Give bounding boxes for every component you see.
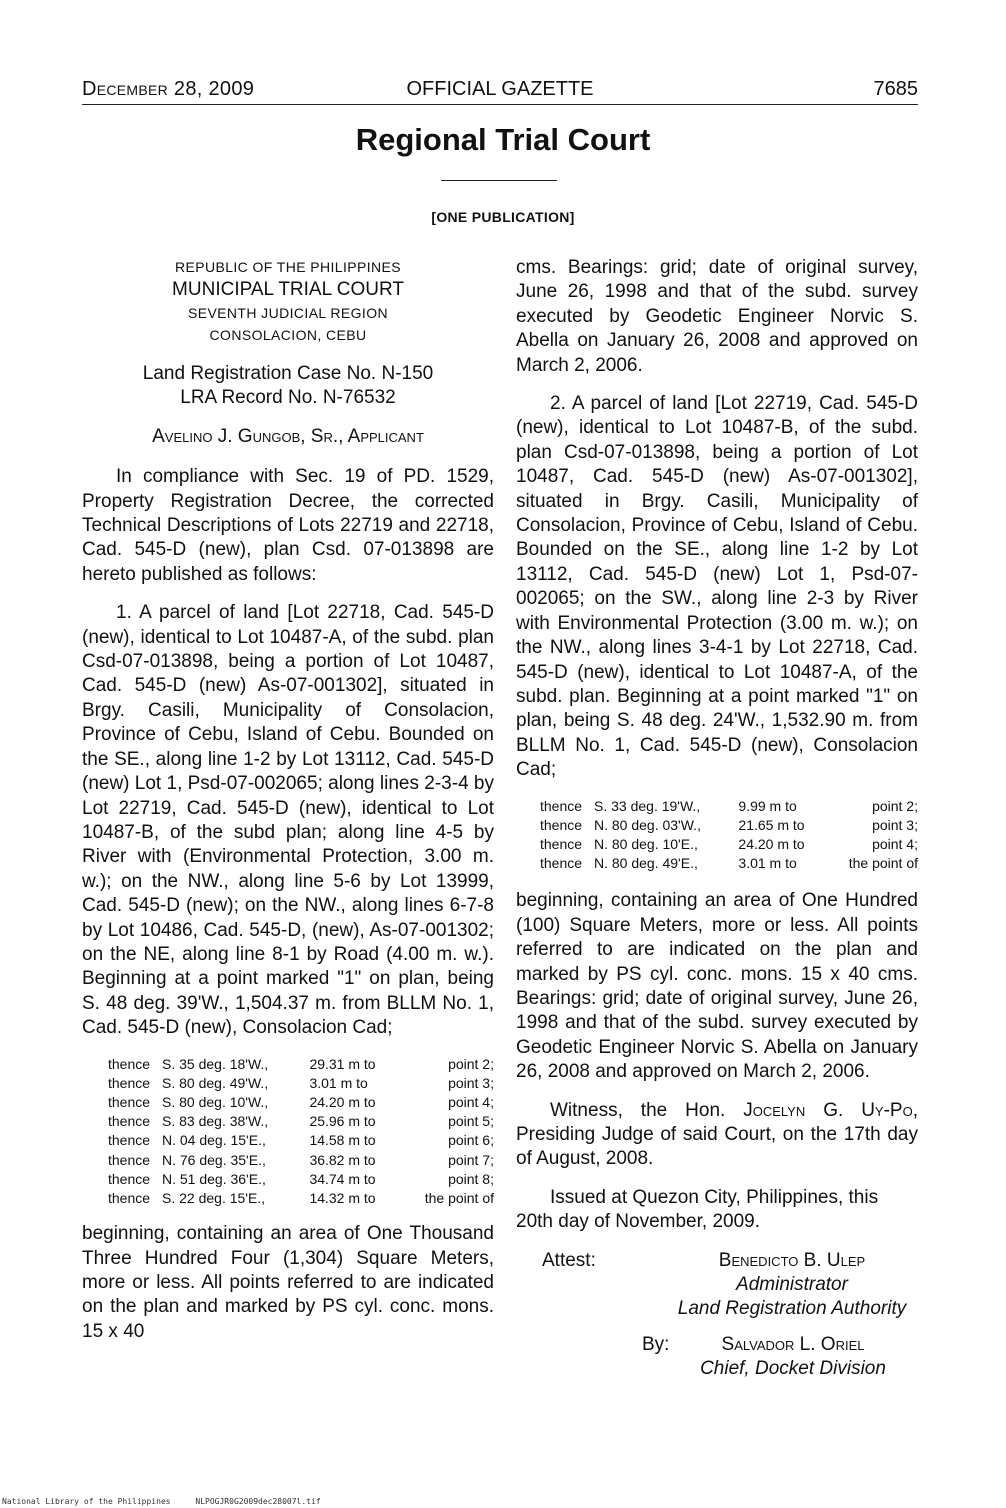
thence-row [540, 797, 918, 816]
thence-cell: point 5; [448, 1113, 494, 1130]
thence-row [540, 854, 918, 873]
witness-pre: Witness, the Hon. [550, 1099, 726, 1121]
thence-cell: thence [108, 1055, 151, 1072]
parcel1-paragraph: 1. A parcel of land [Lot 22718, Cad. 545-D (new), identical to Lot 10487-A, of the subd. plan Csd-07-013898, being a portion of Lot 10487, Cad. 545-D (new) As-07-001302], situated in Brgy. Casili, Municipality of Consolacion, Province of Cebu, Island of Cebu. Bounded on the SE., along line 1-2 by Lot 13112, Cad. 545-D (new) Lot 1, Psd-07-002065; along lines 2-3-4 by Lot 22719, Cad. 545-D (new), identical to Lot 10487-B, of the subd plan; along line 4-5 by River with (Environmental Protection, 3.00 m. w.); on the NW., along line 5-6 by Lot 13999, Cad. 545-D (new); on the NW., along lines 6-7-8 by Lot 10486, Cad. 545-D, (new), As-07-001302; on the NE, along line 8-1 by Road (4.00 m. w.). Beginning at a point marked "1" on plan, being S. 48 deg. 39'W., 1,504.37 m. from BLLM No. 1, Cad. 545-D (new), Consolacion Cad; [82, 602, 494, 1039]
thence-cell: S. 35 deg. 18'W., [162, 1055, 269, 1072]
thence-cell: S. 83 deg. 38'W., [162, 1113, 269, 1130]
thence-cell: 25.96 m to [309, 1113, 376, 1130]
by-title: Chief, Docket Division [700, 1357, 886, 1379]
court-name: MUNICIPAL TRIAL COURT [172, 279, 404, 300]
thence-cell: thence [540, 797, 583, 814]
publication-note: [ONE PUBLICATION] [431, 209, 575, 225]
thence-cell: S. 80 deg. 49'W., [162, 1074, 269, 1091]
thence-cell: N. 80 deg. 03'W., [594, 816, 701, 833]
court-republic: REPUBLIC OF THE PHILIPPINES [174, 259, 402, 275]
attest-block [516, 1249, 918, 1379]
footer-library: National Library of the Philippines [2, 1497, 171, 1506]
parcel2-end-paragraph: beginning, containing an area of One Hundred (100) Square Meters, more or less. All points referred to are indicated on the plan and marked by PS cyl. conc. mons. 15 x 40 cms. Bearings: grid; date of original survey, June 26, 1998 and that of the subd. survey executed by Geodetic Engineer Norvic S. Abella on January 26, 2008 and approved on March 2, 2006. [516, 890, 918, 1083]
thence-cell: point 2; [872, 797, 918, 814]
thence-row [540, 835, 918, 854]
court-location: CONSOLACION, CEBU [209, 327, 367, 343]
right-column [516, 256, 918, 1379]
by-name: Salvador L. Oriel [721, 1333, 865, 1355]
thence-cell: N. 76 deg. 35'E., [162, 1151, 266, 1168]
thence-cell: point 8; [448, 1170, 494, 1187]
court-region: SEVENTH JUDICIAL REGION [187, 305, 389, 321]
section-title: Regional Trial Court [355, 122, 651, 157]
case-record: LRA Record No. N-76532 [180, 387, 396, 409]
case-applicant: Avelino J. Gungob, Sr., Applicant [152, 425, 424, 447]
thence-cell: 24.20 m to [738, 835, 805, 852]
thence-cell: N. 80 deg. 10'E., [594, 835, 698, 852]
case-heading [82, 362, 494, 411]
thence-cell: thence [540, 835, 583, 852]
thence-cell: point 4; [448, 1093, 494, 1110]
title-divider [441, 180, 557, 181]
header-publication: OFFICIAL GAZETTE [406, 78, 594, 100]
thence-row [540, 816, 918, 835]
witness-post: , Presiding Judge of said Court, on the 17th day of August, 2008. [516, 1099, 918, 1170]
thence-cell: point 3; [448, 1074, 494, 1091]
court-heading [82, 256, 494, 346]
thence-row [108, 1074, 494, 1093]
thence-cell: 9.99 m to [738, 797, 797, 814]
header-date: December 28, 2009 [82, 78, 255, 100]
scan-footer [2, 1497, 341, 1506]
witness-paragraph [516, 1099, 918, 1172]
thence-cell: point 3; [872, 816, 918, 833]
continuation-paragraph: cms. Bearings: grid; date of original survey, June 26, 1998 and that of the subd. survey executed by Geodetic Engineer Norvic S. Abella on January 26, 2008 and approved on March 2, 2006. [516, 257, 918, 376]
thence-cell: the point of [848, 855, 918, 872]
thence-cell: N. 51 deg. 36'E., [162, 1170, 266, 1187]
thence-row [108, 1131, 494, 1150]
attest-label: Attest: [542, 1249, 596, 1271]
attest-title: Administrator [736, 1273, 848, 1295]
thence-cell: thence [108, 1170, 151, 1187]
thence-cell: the point of [424, 1189, 494, 1206]
thence-cell: 34.74 m to [309, 1170, 376, 1187]
thence-cell: N. 04 deg. 15'E., [162, 1132, 266, 1149]
attest-org: Land Registration Authority [677, 1297, 907, 1319]
page-header [82, 78, 918, 105]
left-column [82, 256, 494, 1344]
thence-cell: thence [108, 1093, 151, 1110]
thence-cell: thence [108, 1132, 151, 1149]
thence-cell: 14.58 m to [309, 1132, 376, 1149]
thence-cell: S. 33 deg. 19'W., [594, 797, 701, 814]
parcel1-thence-table [108, 1055, 494, 1209]
thence-row [108, 1151, 494, 1170]
parcel1-end-paragraph: beginning, containing an area of One Thousand Three Hundred Four (1,304) Square Meters, more or less. All points referred to are indicated on the plan and marked by PS cyl. conc. mons. 15 x 40 [82, 1223, 494, 1342]
thence-cell: thence [108, 1074, 151, 1091]
witness-judge-name: Jocelyn G. Uy-Po [743, 1099, 913, 1121]
thence-cell: 21.65 m to [738, 816, 805, 833]
thence-cell: point 7; [448, 1151, 494, 1168]
thence-cell: S. 22 deg. 15'E., [162, 1189, 266, 1206]
header-page-number: 7685 [873, 78, 918, 100]
thence-cell: point 6; [448, 1132, 494, 1149]
issued-paragraph: Issued at Quezon City, Philippines, this 20th day of November, 2009. [516, 1186, 879, 1233]
thence-cell: thence [108, 1151, 151, 1168]
intro-paragraph: In compliance with Sec. 19 of PD. 1529, Property Registration Decree, the corrected Technical Descriptions of Lots 22719 and 22718, Cad. 545-D (new), plan Csd. 07-013898 are hereto published as follows: [82, 466, 494, 585]
thence-row [108, 1055, 494, 1074]
thence-row [108, 1189, 494, 1208]
thence-row [108, 1170, 494, 1189]
thence-cell: thence [108, 1113, 151, 1130]
thence-cell: 3.01 m to [738, 855, 797, 872]
case-number: Land Registration Case No. N-150 [142, 363, 434, 384]
thence-cell: 36.82 m to [309, 1151, 376, 1168]
thence-cell: point 4; [872, 835, 918, 852]
thence-cell: 29.31 m to [309, 1055, 376, 1072]
by-label: By: [642, 1333, 670, 1355]
thence-cell: 3.01 m to [309, 1074, 368, 1091]
attest-name: Benedicto B. Ulep [718, 1249, 866, 1271]
thence-cell: thence [540, 855, 583, 872]
thence-row [108, 1093, 494, 1112]
thence-row [108, 1112, 494, 1131]
thence-cell: 24.20 m to [309, 1093, 376, 1110]
thence-cell: thence [540, 816, 583, 833]
thence-cell: S. 80 deg. 10'W., [162, 1093, 269, 1110]
footer-file: NLPOGJR0G2009dec28007l.tif [195, 1497, 321, 1506]
parcel2-paragraph: 2. A parcel of land [Lot 22719, Cad. 545-D (new), identical to Lot 10487-B, of the subd. plan Csd-07-013898, being a portion of Lot 10487, Cad. 545-D (new) As-07-001302], situated in Brgy. Casili, Municipality of Consolacion, Province of Cebu, Island of Cebu. Bounded on the SE., along line 1-2 by Lot 13112, Cad. 545-D (new) Lot 1, Psd-07-002065; on the SW., along line 2-3 by River with Environmental Protection (3.00 m. w.); on the NW., along lines 3-4-1 by Lot 22718, Cad. 545-D (new), identical to Lot 10487-A, of the subd. plan. Beginning at a point marked "1" on plan, being S. 48 deg. 24'W., 1,532.90 m. from BLLM No. 1, Cad. 545-D (new), Consolacion Cad; [516, 393, 918, 781]
parcel2-thence-table [540, 797, 918, 874]
thence-cell: 14.32 m to [309, 1189, 376, 1206]
thence-cell: N. 80 deg. 49'E., [594, 855, 698, 872]
thence-cell: thence [108, 1189, 151, 1206]
thence-cell: point 2; [448, 1055, 494, 1072]
